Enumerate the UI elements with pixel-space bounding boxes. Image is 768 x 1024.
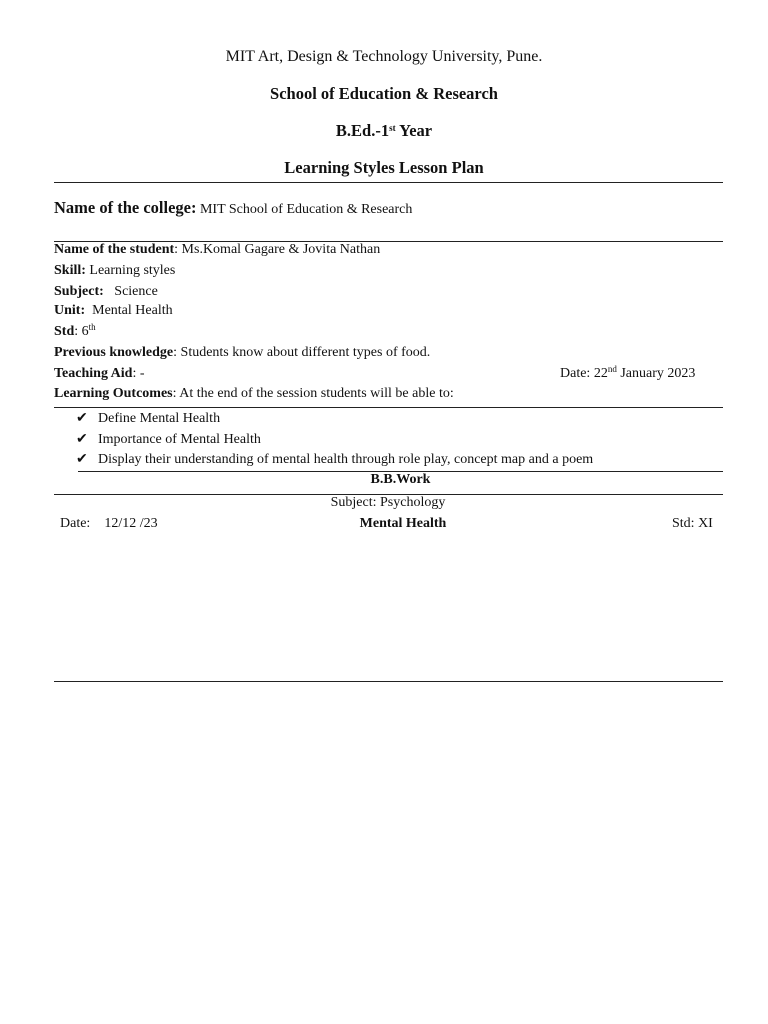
checkmark-icon: ✔ [76,411,88,426]
course-year-base: B.Ed.-1 [335,121,390,140]
bbwork-topic: Mental Health [359,516,447,531]
teaching-aid-label: Teaching Aid [54,366,133,381]
bbwork-date-value: 12/12 /23 [104,516,158,531]
divider-bottom [54,681,723,682]
lesson-date [560,366,695,382]
skill-label: Skill: [54,263,86,278]
checkmark-icon: ✔ [76,452,88,467]
course-year-sup: st [389,123,396,133]
outcomes-list [76,409,593,471]
course-year [0,121,768,141]
course-year-rest: Year [395,121,433,140]
prev-knowledge-value: : Students know about different types of food. [173,345,431,360]
college-line [54,198,412,218]
student-line [54,242,380,258]
subject-label: Subject: [54,284,104,299]
divider-outcomes [54,407,723,408]
student-label: Name of the student [54,242,175,257]
outcomes-label: Learning Outcomes [54,386,173,401]
university-name: MIT Art, Design & Technology University, Pune. [225,48,543,65]
college-value: MIT School of Education & Research [196,202,413,217]
outcome-text: Define Mental Health [98,411,221,426]
prev-knowledge-label: Previous knowledge [54,345,174,360]
std-value: : 6 [74,324,89,339]
teaching-aid-line [54,366,145,382]
unit-value: Mental Health [85,303,173,318]
lesson-date-base: Date: 22 [560,366,608,381]
std-sup: th [88,322,96,332]
outcomes-value: : At the end of the session students will be able to: [172,386,454,401]
lesson-date-sup: nd [607,364,617,374]
outcome-text: Display their understanding of mental health through role play, concept map and a poem [98,452,594,467]
checkmark-icon: ✔ [76,431,88,447]
outcomes-line [54,386,454,402]
outcome-text: Importance of Mental Health [98,431,261,447]
bbwork-date-label: Date: [60,516,91,531]
prev-knowledge-line [54,345,430,361]
lesson-date-rest: January 2023 [616,366,696,381]
std-line [54,324,96,340]
bbwork-subject: Subject: Psychology [330,495,446,510]
list-item [76,430,593,451]
college-label: Name of the college: [54,198,197,217]
subject-value: Science [103,284,158,299]
list-item [76,450,593,471]
std-label: Std [54,324,75,339]
school-name: School of Education & Research [270,84,498,103]
bbwork-std: Std: XI [672,516,713,531]
plan-title: Learning Styles Lesson Plan [284,158,484,177]
divider-top [54,182,723,183]
unit-label: Unit: [54,303,86,318]
student-value: : Ms.Komal Gagare & Jovita Nathan [174,242,381,257]
teaching-aid-value: : - [132,366,145,381]
skill-value: Learning styles [85,263,176,278]
subject-line [54,284,158,300]
unit-line [54,303,173,319]
list-item [76,409,593,430]
skill-line [54,263,175,279]
bbwork-title: B.B.Work [370,472,431,487]
